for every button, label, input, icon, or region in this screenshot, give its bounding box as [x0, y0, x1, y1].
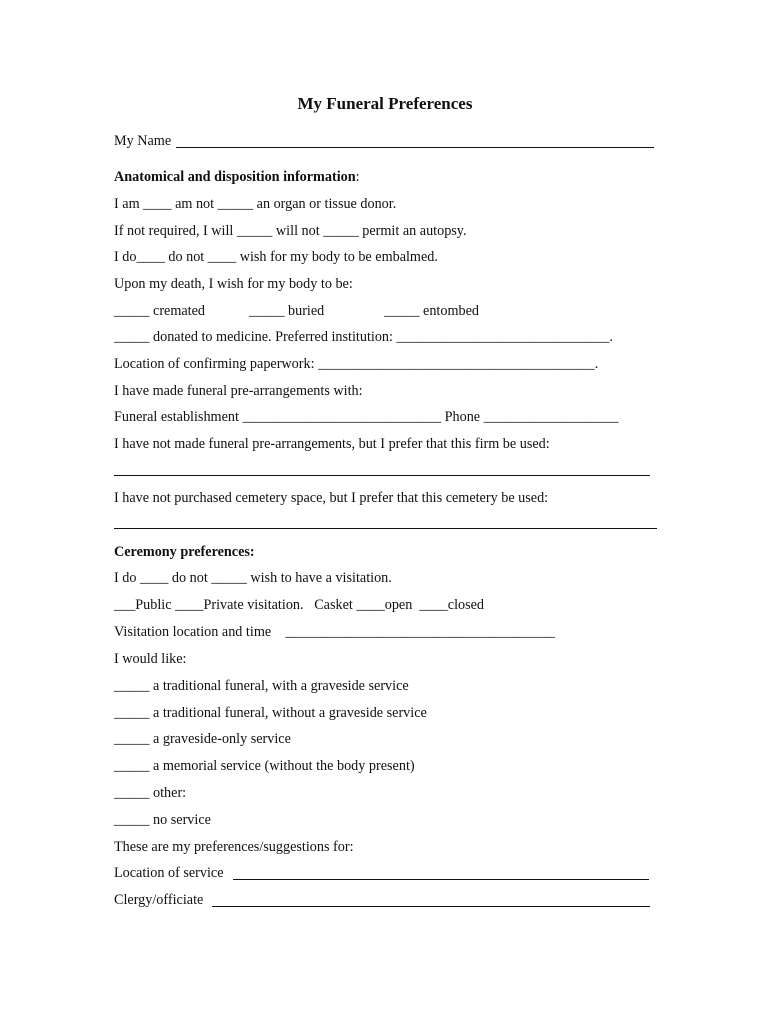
- service-option[interactable]: _____ a graveside-only service: [114, 731, 291, 747]
- location-service-field[interactable]: [233, 879, 649, 880]
- establishment-line[interactable]: Funeral establishment ____________________________ Phone ___________________: [114, 409, 619, 425]
- buried-option[interactable]: _____ buried: [249, 303, 325, 319]
- service-option[interactable]: _____ a traditional funeral, with a graveside service: [114, 678, 409, 694]
- location-service-label: Location of service: [114, 865, 228, 881]
- name-field[interactable]: [176, 147, 654, 148]
- cremated-option[interactable]: _____ cremated: [114, 303, 205, 319]
- service-option[interactable]: _____ a memorial service (without the body present): [114, 758, 415, 774]
- preferred-cemetery-field[interactable]: [114, 528, 657, 529]
- organ-donor-line[interactable]: I am ____ am not _____ an organ or tissue donor.: [114, 196, 397, 212]
- embalm-line[interactable]: I do____ do not ____ wish for my body to be embalmed.: [114, 249, 438, 265]
- entombed-option[interactable]: _____ entombed: [384, 303, 479, 319]
- would-like-label: I would like:: [114, 651, 187, 667]
- preferred-firm-field[interactable]: [114, 475, 650, 476]
- page-title: My Funeral Preferences: [297, 94, 473, 113]
- visitation-location-line[interactable]: Visitation location and time ______________________________________: [114, 624, 555, 640]
- donated-option[interactable]: _____ donated to medicine. Preferred institution: ______________________________.: [114, 329, 613, 345]
- clergy-field[interactable]: [212, 906, 650, 907]
- clergy-label: Clergy/officiate: [114, 892, 207, 908]
- no-prearrange-line: I have not made funeral pre-arrangements, but I prefer that this firm be used:: [114, 436, 550, 452]
- autopsy-line[interactable]: If not required, I will _____ will not _____ permit an autopsy.: [114, 223, 467, 239]
- disposition-intro: Upon my death, I wish for my body to be:: [114, 276, 353, 292]
- service-option[interactable]: _____ other:: [114, 785, 187, 801]
- service-option[interactable]: _____ no service: [114, 812, 211, 828]
- visitation-line[interactable]: I do ____ do not _____ wish to have a visitation.: [114, 570, 392, 586]
- name-label: My Name: [114, 133, 175, 149]
- no-cemetery-line: I have not purchased cemetery space, but I prefer that this cemetery be used:: [114, 490, 549, 506]
- paperwork-line[interactable]: Location of confirming paperwork: _______________________________________.: [114, 356, 599, 372]
- service-option[interactable]: _____ a traditional funeral, without a graveside service: [114, 705, 427, 721]
- anatomical-heading-text: Anatomical and disposition information: [114, 169, 356, 185]
- ceremony-heading: Ceremony preferences:: [114, 544, 255, 560]
- public-private-line[interactable]: ___Public ____Private visitation. Casket ____open ____closed: [114, 597, 485, 613]
- anatomical-heading: [114, 168, 360, 186]
- prearranged-intro: I have made funeral pre-arrangements with:: [114, 383, 363, 399]
- suggestions-intro: These are my preferences/suggestions for:: [114, 839, 354, 855]
- anatomical-heading-colon: :: [355, 169, 360, 185]
